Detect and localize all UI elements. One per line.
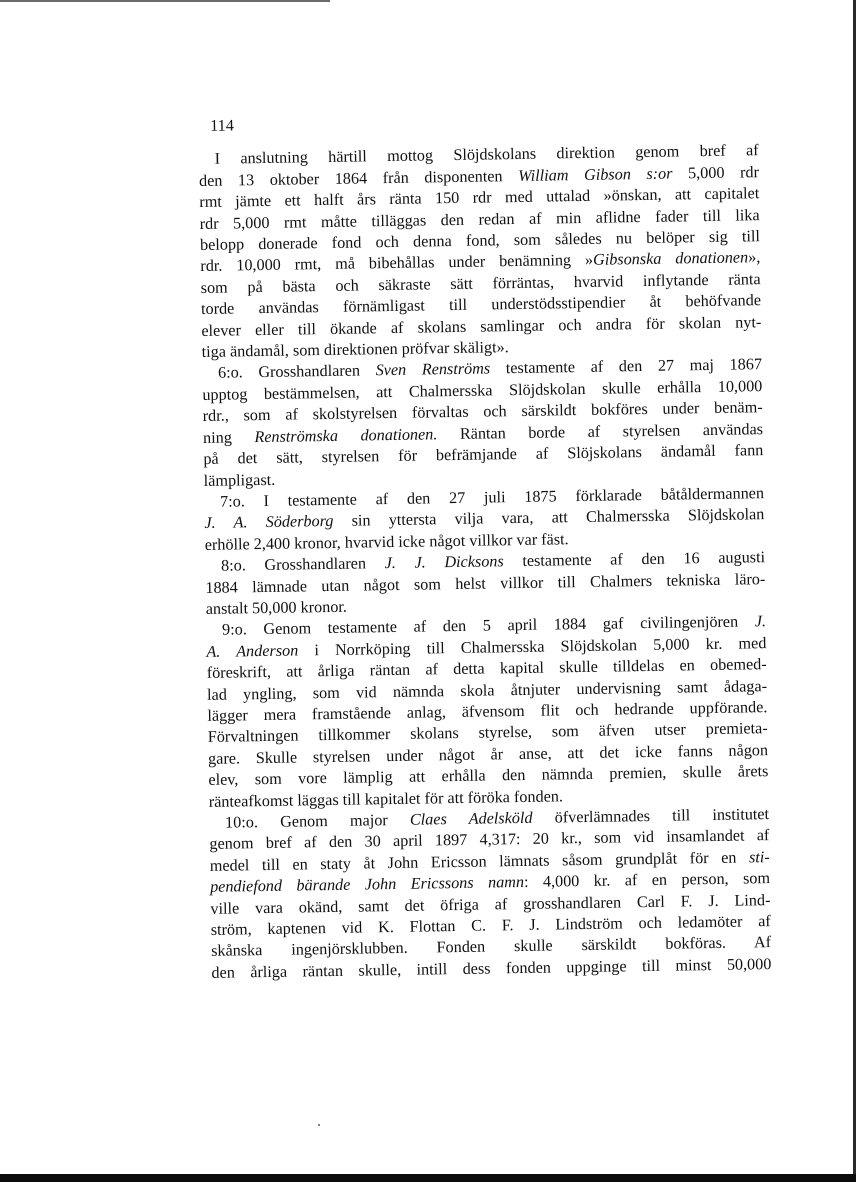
text-run: rdr. 10,000 rmt, må bibehållas under benämning »	[200, 251, 594, 276]
italic-run: sti-	[748, 847, 770, 867]
italic-run: Sven Renströms	[375, 359, 491, 380]
italic-run: J.	[754, 612, 767, 631]
scan-top-edge	[0, 0, 330, 2]
text-run: belopp donerade fond och denna fond, som således nu belöper sig till	[199, 227, 761, 255]
italic-run: Claes Adelsköld	[409, 808, 533, 829]
italic-run: J. J. Dicksons	[384, 552, 504, 573]
text-run: ränteafkomst läggas till kapitalet för att föröka fonden.	[208, 786, 564, 811]
text-run: 1884 lämnade utan något som helst villkor till Chalmers tekniska läro-	[205, 569, 766, 597]
text-run: Förvaltningen tillkommer skolans styrelse, som äfven utser premieta-	[207, 719, 768, 747]
text-run: torde användas förnämligast till understödsstipendier åt behöfvande	[200, 291, 762, 319]
text-run: 6:o. Grosshandlaren	[217, 361, 376, 383]
text-run: : 4,000 kr. af en person, som	[523, 869, 771, 892]
text-run: 10:o. Genom major	[224, 810, 411, 832]
text-run: »,	[748, 248, 761, 267]
italic-run: J. A. Söderborg	[204, 512, 334, 533]
text-run: den 13 oktober 1864 från disponenten	[198, 166, 519, 190]
text-run: testamente af den 27 maj 1867	[490, 355, 763, 378]
italic-run: A. Anderson	[206, 641, 299, 661]
text-run: rdr 5,000 rmt måtte tilläggas den redan af min aflidne fader till lika	[199, 205, 760, 233]
text-run: på det sätt, styrelsen för befrämjande af Slöjskolans ändamål fann	[203, 441, 764, 469]
text-run: ström, kaptenen vid K. Flottan C. F. J. Lindström och ledamöter af	[210, 912, 771, 939]
text-run: i Norrköping till Chalmersska Slöjdskolan 5,000 kr. med	[298, 633, 767, 660]
body-text	[199, 141, 772, 985]
text-run: upptog bestämmelsen, att Chalmersska Slöjdskolan skulle erhålla 10,000	[202, 377, 763, 404]
text-run: testamente af den 16 augusti	[503, 548, 766, 571]
text-run: elever eller till ökande af skolans samlingar och andra för skolan nyt-	[201, 312, 762, 340]
text-run: den årliga räntan skulle, intill dess fonden uppginge till minst 50,000	[211, 954, 772, 982]
text-run: rdr., som af skolstyrelsen förvaltas och särskildt bokföres under benäm-	[202, 398, 763, 426]
page-number: 114	[210, 116, 234, 135]
text-run: sin yttersta vilja vara, att Chalmersska Slöjdskolan	[333, 505, 765, 531]
text-run: skånska ingenjörsklubben. Fonden skulle särskildt bokföras. Af	[210, 933, 772, 961]
text-run: Räntan borde af styrelsen användas	[437, 419, 764, 443]
text-run: öfverlämnades till institutet	[532, 805, 770, 827]
text-run: 8:o. Grosshandlaren	[220, 554, 385, 575]
text-run: föreskrift, att årliga räntan af detta kapital skulle tilldelas en obemed-	[206, 655, 767, 683]
text-run: lägger mera framstående anlag, äfvensom flit och hedrande uppförande.	[207, 698, 768, 725]
dust-speck	[318, 1124, 320, 1126]
italic-run: William Gibson s:or	[517, 164, 673, 185]
italic-run: pendiefond bärande John Ericssons namn	[209, 873, 525, 897]
text-run: medel till en staty åt John Ericsson lämnats såsom grundplåt för en	[209, 848, 750, 875]
text-run: 7:o. I testamente af den 27 juli 1875 förklarade båtåldermannen	[219, 484, 765, 511]
text-run: tiga ändamål, som direktionen pröfvar skäligt».	[201, 338, 509, 362]
text-run: anstalt 50,000 kronor.	[205, 597, 348, 618]
italic-run: Renströmska donationen.	[254, 424, 438, 446]
text-run: rmt jämte ett halft års ränta 150 rdr med uttalad »önskan, att capitalet	[199, 184, 760, 212]
text-run: I anslutning härtill mottog Slöjdskolans direktion genom bref af	[214, 141, 759, 169]
italic-run: Gibsonska donationen	[592, 248, 749, 270]
text-run: genom bref af den 30 april 1897 4,317: 20 kr., som vid insamlandet af	[209, 826, 770, 854]
scan-bottom-edge	[0, 1174, 856, 1182]
text-run: erhölle 2,400 kronor, hvarvid icke något villkor var fäst.	[204, 529, 569, 554]
text-run: ville vara okänd, samt det öfriga af grosshandlaren Carl F. J. Lind-	[210, 890, 771, 918]
text-run: elev, som vore lämplig att erhålla den nämnda premien, skulle årets	[208, 762, 769, 790]
text-run: 9:o. Genom testamente af den 5 april 1884 gaf civilingenjören	[221, 612, 755, 640]
text-run: gare. Skulle styrelsen under något år anse, att det icke fanns någon	[207, 740, 769, 768]
text-run: som på bästa och säkraste sätt förräntas, hvarvid inflytande ränta	[200, 270, 761, 297]
text-run: ning	[202, 427, 255, 447]
text-run: 5,000 rdr	[672, 163, 760, 183]
page-body	[198, 107, 772, 984]
text-run: lämpligast.	[203, 470, 276, 490]
text-run: lad yngling, som vid nämnda skola åtnjuter undervisning samt ådaga-	[206, 676, 768, 704]
